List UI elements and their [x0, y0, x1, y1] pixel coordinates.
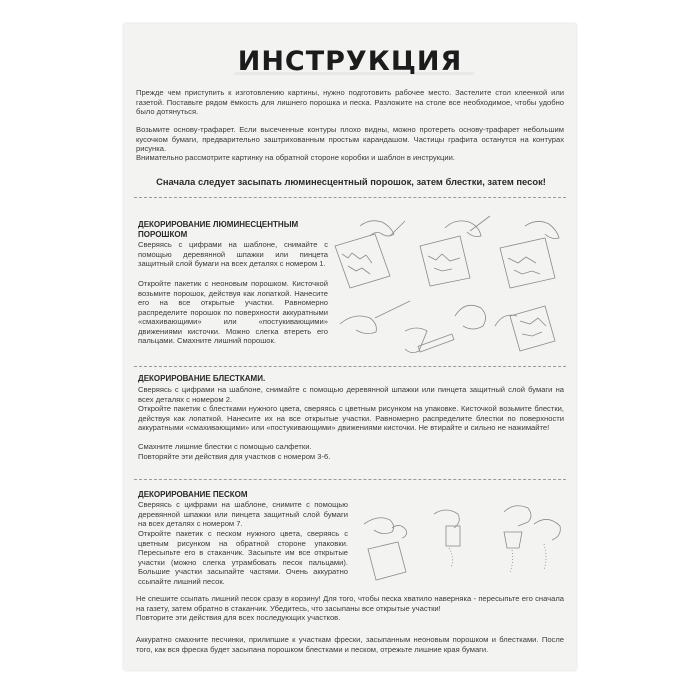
- section-heading-glitter: ДЕКОРИРОВАНИЕ БЛЕСТКАМИ.: [138, 374, 266, 383]
- luminescent-illustration: [330, 206, 570, 361]
- divider: [134, 197, 566, 198]
- section-heading-sand: ДЕКОРИРОВАНИЕ ПЕСКОМ: [138, 490, 248, 499]
- order-warning: Сначала следует засыпать люминесцентный порошок, затем блестки, затем песок!: [156, 176, 546, 187]
- stencil-paragraph: Возьмите основу-трафарет. Если высеченные контуры плохо видны, можно протереть основу-трафарет небольшим кусочком бумаги, предварительно заштрихованным простым карандашом. Частицы графита останутся на контурах рисунка.: [136, 125, 564, 153]
- section-sand-step1: Сверяясь с цифрами на шаблоне, снимите с помощью деревянной шпажки или пинцета защитный слой бумаги на всех деталях с номером 7.: [138, 500, 348, 528]
- section-glitter-step4: Повторяйте эти действия для участков с номером 3-6.: [138, 452, 331, 461]
- page-title: ИНСТРУКЦИЯ: [237, 46, 463, 77]
- divider: [134, 366, 566, 367]
- outro-repeat: Повторите эти действия для всех последующих участков.: [136, 613, 341, 622]
- intro-paragraph: Прежде чем приступить к изготовлению картины, нужно подготовить рабочее место. Застелите стол клеенкой или газетой. Поставьте рядом ёмкость для лишнего порошка и песка. Разложите на столе все необходимое, чтобы удобно было дотянуться.: [136, 88, 564, 116]
- outro-paragraph: Не спешите ссыпать лишний песок сразу в корзину! Для того, чтобы песка хватило наверняка - пересыпьте его сначала на газету, затем обратно в стаканчик. Убедитесь, что засыпаны все открытые участки!: [136, 594, 564, 613]
- section-glitter-step2: Откройте пакетик с блестками нужного цвета, сверяясь с цветным рисунком на упаковке. Кисточкой возьмите блестки, действуя как лопаткой. Нанесите их на все открытые участки. Равномерно распределите блестки по поверхности аккуратными «смахивающими» или «постукивающими» движениями кисточки. Не втирайте и сильно не нажимайте!: [138, 404, 564, 432]
- section-glitter-step1: Сверяясь с цифрами на шаблоне, снимайте с помощью деревянной шпажки или пинцета защитный слой бумаги на всех деталях с номером 2.: [138, 385, 564, 404]
- stencil-note: Внимательно рассмотрите картинку на обратной стороне коробки и шаблон в инструкции.: [136, 153, 455, 162]
- section-luminescent-step2: Откройте пакетик с неоновым порошком. Кисточкой возьмите порошок, действуя как лопаткой. Нанесите его на все открытые участки. Равномерно распределите порошок по поверхности аккуратными «смахивающими» или «постукивающими» движениями кисточки. Можно слегка втереть его пальцами. Смахните лишний порошок.: [138, 279, 328, 345]
- sand-illustration: [354, 494, 569, 584]
- final-paragraph: Аккуратно смахните песчинки, прилипшие к участкам фрески, засыпанным неоновым порошком и блестками. После того, как вся фреска будет засыпана порошком блестками и песком, отрежьте лишние края бумаги.: [136, 635, 564, 654]
- section-heading-luminescent: ДЕКОРИРОВАНИЕ ЛЮМИНЕСЦЕНТНЫМ ПОРОШКОМ: [138, 220, 299, 239]
- section-glitter-step3: Смахните лишние блестки с помощью салфетки.: [138, 442, 312, 451]
- section-luminescent-step1: Сверяясь с цифрами на шаблоне, снимайте с помощью деревянной шпажки или пинцета защитный слой бумаги на всех деталях с номером 1.: [138, 240, 328, 268]
- divider: [134, 479, 566, 480]
- section-sand-step2: Откройте пакетик с песком нужного цвета, сверяясь с цветным рисунком на обратной стороне упаковки. Пересыпьте его в стаканчик. Засыпьте им все открытые участки (можно слегка утрамбовать песок пальцами). Большие участки засыпайте частями. Очень аккуратно ссыпайте лишний песок.: [138, 529, 348, 586]
- instruction-sheet: [124, 24, 576, 670]
